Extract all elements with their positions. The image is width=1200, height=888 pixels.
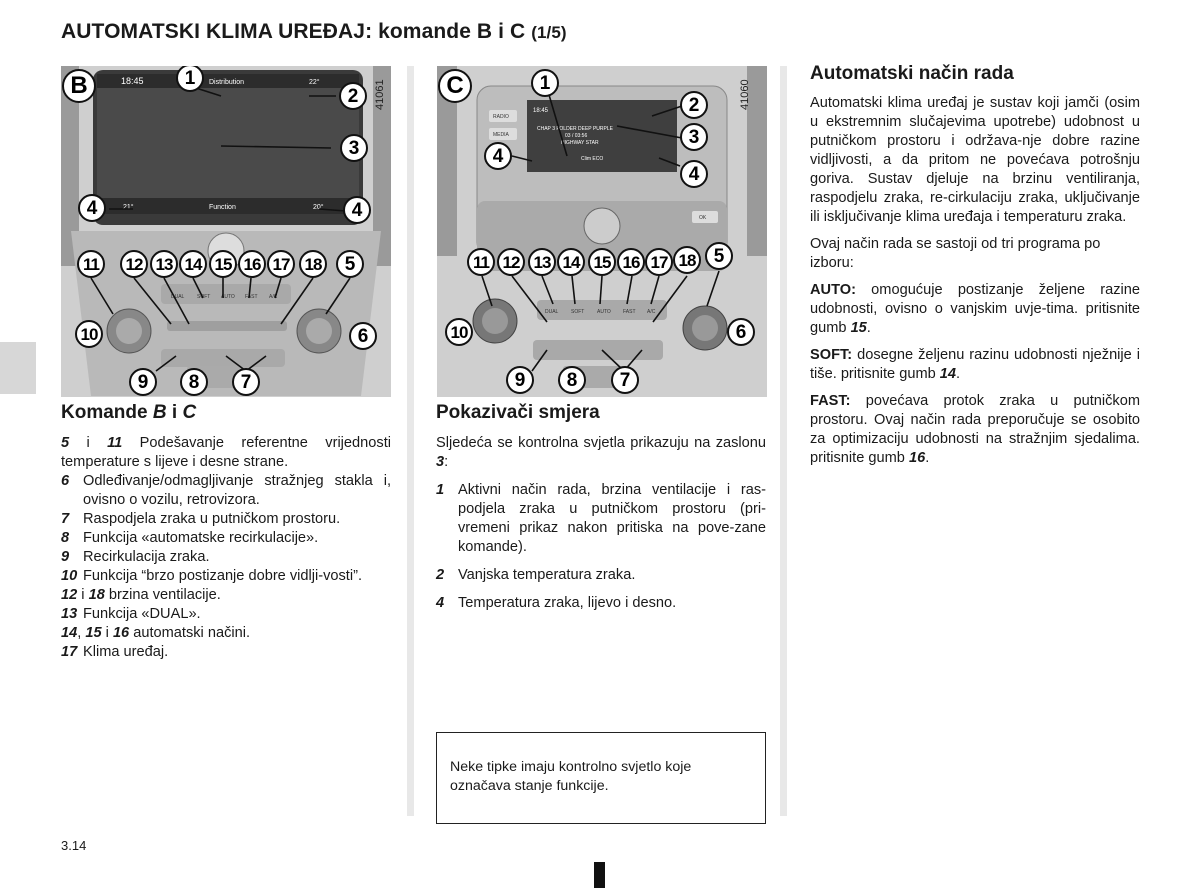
item-key: 12 — [61, 587, 78, 603]
b-callout-16: 16 — [238, 250, 266, 278]
item-key: 18 — [88, 587, 105, 603]
item-join: i — [101, 625, 113, 641]
c-callout-7: 7 — [611, 366, 639, 394]
c-callout-18: 18 — [673, 246, 701, 274]
b-screen-time: 18:45 — [121, 76, 144, 86]
b-image-code: 41061 — [374, 79, 386, 110]
left-heading — [61, 402, 196, 424]
left-heading-i: i — [166, 402, 183, 423]
item-join: , — [77, 625, 86, 641]
list-item — [436, 481, 766, 557]
indicator-list — [436, 481, 766, 613]
b-callout-14: 14 — [179, 250, 207, 278]
item-text: Funkcija «DUAL». — [83, 606, 201, 622]
b-panel-soft: SOFT — [197, 294, 211, 300]
para-intro: Automatski klima uređaj je sustav koji jamči (osim u ekstremnim slučajevima upotrebe) udobnost u putničkom prostoru i održava-nje dobre razine vidljivosti, a da pritom ne povećava potrošnju goriva. Sustav djeluje na brzinu ventiliranja, raspodjelu zraka, re-cirkulaciju zraka, uključivanje ili isključivanje klima uređaja i temperaturu zraka. — [810, 95, 1140, 225]
fast-label: FAST: — [810, 393, 851, 409]
c-ok-label: OK — [699, 215, 707, 221]
c-panel-auto: AUTO — [597, 309, 611, 315]
c-panel-ac: A/C — [647, 309, 656, 315]
item-key: 1 — [436, 482, 445, 498]
b-screen-function: Function — [209, 204, 236, 211]
c-callout-12: 12 — [497, 248, 525, 276]
page-edge-marker — [594, 862, 605, 888]
c-panel-soft: SOFT — [571, 309, 585, 315]
column-divider-right — [780, 66, 787, 816]
list-item — [436, 594, 766, 613]
item-text: Klima uređaj. — [83, 644, 169, 660]
item-key: 9 — [61, 549, 70, 565]
left-heading-b: B — [152, 402, 167, 423]
c-callout-15: 15 — [588, 248, 616, 276]
c-callout-1: 1 — [531, 69, 559, 97]
controls-list — [61, 434, 391, 662]
intro-end: : — [444, 454, 449, 470]
c-screen-time: 18:45 — [533, 108, 549, 114]
para-auto — [810, 281, 1140, 338]
item-text: Funkcija “brzo postizanje dobre vidlji-vosti”. — [83, 568, 363, 584]
b-callout-4-right: 4 — [343, 196, 371, 224]
b-panel-ac: A/C — [269, 294, 278, 300]
item-key: 5 — [61, 435, 70, 451]
figure-c-illustration — [437, 66, 767, 397]
list-item — [61, 472, 391, 510]
b-screen-temp-left: 21° — [123, 204, 134, 211]
page-title — [61, 20, 567, 44]
fast-ref: 16 — [908, 450, 926, 466]
c-callout-14: 14 — [557, 248, 585, 276]
fast-text: povećava protok zraka u putničkom prostoru. Ovaj način rada preporučuje se osobito za optimizaciju udobnosti na stražnjim sjedalima. pritisnite gumb — [810, 393, 1140, 466]
item-text: automatski načini. — [133, 625, 251, 641]
b-callout-3: 3 — [340, 134, 368, 162]
item-key: 4 — [436, 595, 445, 611]
item-key: 7 — [61, 511, 70, 527]
note-text: Neke tipke imaju kontrolno svjetlo koje označava stanje funkcije. — [450, 759, 692, 794]
item-text: Odleđivanje/odmagljivanje stražnjeg stakla i, ovisno o vozilu, retrovizora. — [83, 473, 391, 508]
c-callout-4-left: 4 — [484, 142, 512, 170]
middle-heading: Pokazivači smjera — [436, 402, 600, 423]
left-heading-c: C — [182, 402, 197, 423]
item-key: 8 — [61, 530, 70, 546]
soft-ref: 14 — [939, 366, 957, 382]
b-panel-fast: FAST — [245, 294, 258, 300]
b-callout-9: 9 — [129, 368, 157, 396]
item-text: Temperatura zraka, lijevo i desno. — [458, 595, 677, 611]
list-item — [61, 643, 391, 662]
list-item — [61, 567, 391, 586]
middle-intro — [436, 434, 766, 472]
auto-ref: 15 — [850, 320, 867, 336]
item-key: 10 — [61, 568, 78, 584]
list-item — [61, 586, 391, 605]
list-item — [61, 434, 391, 472]
item-text: brzina ventilacije. — [108, 587, 221, 603]
item-key: 6 — [61, 473, 70, 489]
b-callout-8: 8 — [180, 368, 208, 396]
c-callout-17: 17 — [645, 248, 673, 276]
soft-end: . — [956, 366, 961, 382]
c-callout-4-right: 4 — [680, 160, 708, 188]
title-text: AUTOMATSKI KLIMA UREĐAJ: komande B i C — [61, 20, 526, 43]
list-item — [61, 624, 391, 643]
figure-b-illustration — [61, 66, 391, 397]
right-body — [810, 94, 1140, 468]
para-fast — [810, 392, 1140, 468]
c-callout-3: 3 — [680, 123, 708, 151]
b-corner-label: B — [62, 69, 96, 103]
soft-label: SOFT: — [810, 347, 853, 363]
b-screen-mode: Distribution — [209, 79, 245, 86]
column-divider-left — [407, 66, 414, 816]
c-media-label: MEDIA — [493, 132, 509, 138]
c-callout-5: 5 — [705, 242, 733, 270]
b-callout-1: 1 — [176, 66, 204, 92]
b-callout-10: 10 — [75, 320, 103, 348]
c-radio-label: RADIO — [493, 114, 509, 120]
intro-ref: 3 — [436, 454, 445, 470]
c-screen-eco: Clim ECO — [581, 156, 604, 162]
b-panel-auto: AUTO — [221, 294, 235, 300]
c-callout-16: 16 — [617, 248, 645, 276]
item-key: 13 — [61, 606, 78, 622]
left-heading-prefix: Komande — [61, 402, 153, 423]
auto-text: omogućuje postizanje željene razine udobnosti, ovisno o vanjskim uvje-tima. pritisnite gumb — [810, 282, 1140, 336]
list-item — [436, 566, 766, 585]
soft-text: dosegne željenu razinu udobnosti nježnije i tiše. pritisnite gumb — [810, 347, 1140, 382]
item-key: 17 — [61, 644, 78, 660]
auto-label: AUTO: — [810, 282, 856, 298]
figure-c — [437, 66, 767, 397]
list-item — [61, 529, 391, 548]
b-callout-4-left: 4 — [78, 194, 106, 222]
c-screen-track1: CHAP 3 FOLDER DEEP PURPLE — [537, 126, 613, 132]
item-join: i — [69, 435, 108, 451]
b-callout-18: 18 — [299, 250, 327, 278]
b-callout-17: 17 — [267, 250, 295, 278]
auto-end: . — [866, 320, 871, 336]
item-key: 14 — [61, 625, 78, 641]
c-panel-fast: FAST — [623, 309, 636, 315]
c-callout-11: 11 — [467, 248, 495, 276]
c-callout-10: 10 — [445, 318, 473, 346]
para-soft — [810, 346, 1140, 384]
item-text: Podešavanje referentne vrijednosti temperature s lijeve i desne strane. — [61, 435, 391, 470]
item-text: Vanjska temperatura zraka. — [458, 567, 636, 583]
item-key: 16 — [112, 625, 130, 641]
c-screen-track2: 03 / 03:56 — [565, 133, 588, 139]
title-page-indicator: (1/5) — [531, 23, 567, 42]
item-key: 11 — [107, 435, 123, 451]
list-item — [61, 510, 391, 529]
b-callout-15: 15 — [209, 250, 237, 278]
c-callout-13: 13 — [528, 248, 556, 276]
b-callout-11: 11 — [77, 250, 105, 278]
figure-b — [61, 66, 391, 397]
c-image-code: 41060 — [739, 79, 751, 110]
item-join: i — [77, 587, 89, 603]
c-panel-dual: DUAL — [545, 309, 559, 315]
b-screen-temp-right: 20° — [313, 204, 324, 211]
list-item — [61, 605, 391, 624]
b-callout-2: 2 — [339, 82, 367, 110]
section-tab — [0, 342, 36, 394]
page-number: 3.14 — [61, 838, 87, 853]
c-callout-6: 6 — [727, 318, 755, 346]
c-callout-2: 2 — [680, 91, 708, 119]
item-key: 2 — [436, 567, 445, 583]
b-callout-12: 12 — [120, 250, 148, 278]
item-text: Raspodjela zraka u putničkom prostoru. — [83, 511, 341, 527]
intro-text: Sljedeća se kontrolna svjetla prikazuju na zaslonu — [436, 435, 766, 451]
item-text: Aktivni način rada, brzina ventilacije i ras-podjela zraka u putničkom prostoru (pri-vremeni prikaz nakon pritiska na pove-zane komande). — [458, 482, 766, 555]
item-key: 15 — [85, 625, 102, 641]
item-text: Funkcija «automatske recirkulacije». — [83, 530, 319, 546]
list-item — [61, 548, 391, 567]
b-screen-temp-ext: 22° — [309, 79, 320, 86]
b-callout-5: 5 — [336, 250, 364, 278]
b-panel-dual: DUAL — [171, 294, 185, 300]
c-screen-track3: HIGHWAY STAR — [561, 140, 599, 146]
c-corner-label: C — [438, 69, 472, 103]
b-callout-6: 6 — [349, 322, 377, 350]
item-text: Recirkulacija zraka. — [83, 549, 210, 565]
b-callout-13: 13 — [150, 250, 178, 278]
para-programs: Ovaj način rada se sastoji od tri programa po izboru: — [810, 236, 1101, 271]
c-callout-9: 9 — [506, 366, 534, 394]
note-box — [436, 732, 766, 824]
right-heading: Automatski način rada — [810, 63, 1014, 84]
fast-end: . — [925, 450, 930, 466]
b-callout-7: 7 — [232, 368, 260, 396]
c-callout-8: 8 — [558, 366, 586, 394]
